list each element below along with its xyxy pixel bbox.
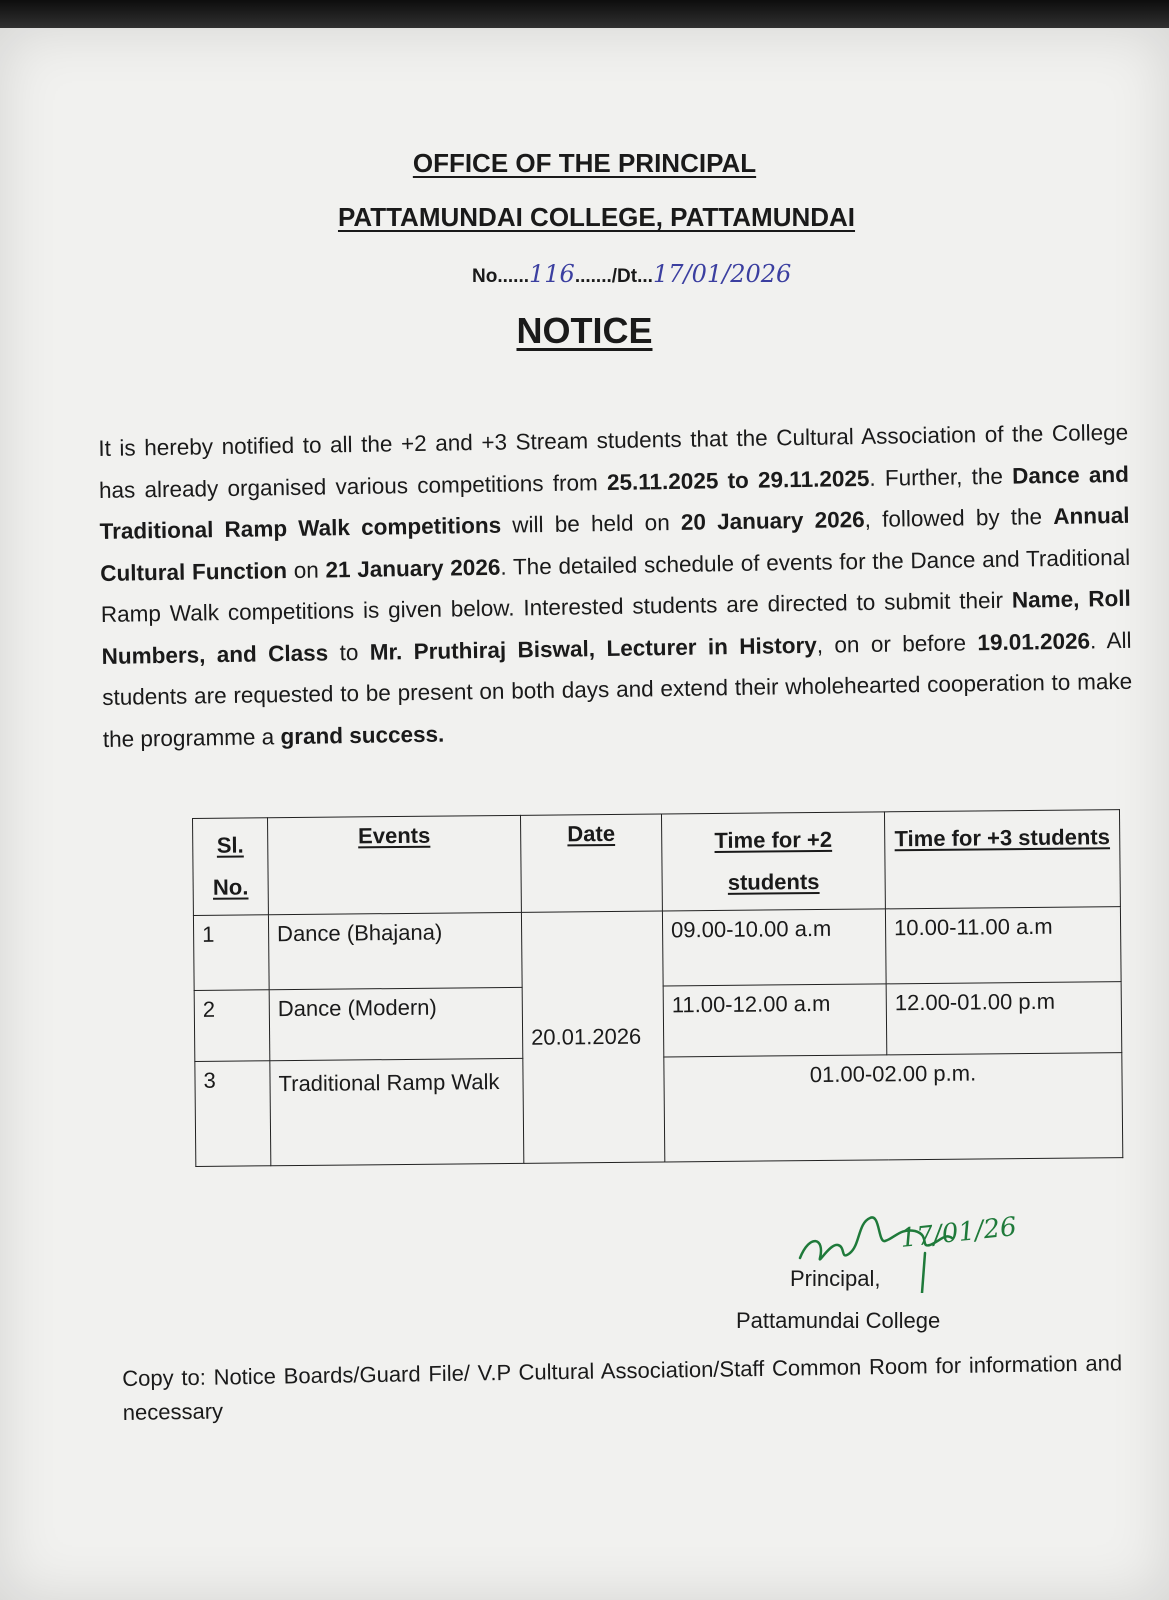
- body-bold-5: 21 January 2026: [325, 554, 501, 582]
- notice-title: NOTICE: [516, 310, 653, 351]
- body-text-3: will be held on: [500, 509, 682, 538]
- signature-date: 17/01/26: [898, 1211, 1019, 1255]
- header-date: Date: [520, 814, 662, 912]
- body-text-9: . All students are requested to be present on both days and extend their wholehearted cooperation to make the programme a: [102, 627, 1133, 752]
- row-2-event: Dance (Modern): [269, 987, 523, 1060]
- body-text-8: , on or before: [816, 629, 978, 658]
- dt-label: ......./Dt...: [574, 266, 653, 287]
- body-text-5: on: [286, 556, 326, 583]
- body-text-4: , followed by the: [864, 504, 1054, 532]
- copy-to: Copy to: Notice Boards/Guard File/ V.P Cultural Association/Staff Common Room for information and necessary: [122, 1350, 1123, 1425]
- college-heading: PATTAMUNDAI COLLEGE, PATTAMUNDAI: [337, 202, 856, 232]
- body-text-2: . Further, the: [869, 463, 1013, 491]
- reference-line: [472, 260, 791, 288]
- dt-value: 17/01/2026: [652, 260, 792, 288]
- body-bold-3: 20 January 2026: [680, 506, 865, 535]
- table-header-row: [193, 810, 1121, 916]
- row-2-time-plus3: 12.00-01.00 p.m: [886, 982, 1122, 1055]
- body-bold-8: 19.01.2026: [977, 627, 1091, 655]
- header-time-plus2: Time for +2 students: [661, 812, 885, 911]
- body-bold-2: Dance and Traditional Ramp Walk competitions: [99, 461, 1130, 544]
- no-label: No......: [472, 266, 529, 287]
- row-1-sl: 1: [193, 915, 269, 991]
- row-2-sl: 2: [194, 990, 270, 1062]
- header-sl-no: Sl. No.: [193, 818, 269, 916]
- body-bold-7: Mr. Pruthiraj Biswal, Lecturer in History: [369, 632, 817, 665]
- notice-paper: [0, 28, 1169, 1600]
- photo-top-edge: [0, 0, 1169, 30]
- principal-college: Pattamundai College: [736, 1308, 941, 1333]
- row-3-sl: 3: [195, 1061, 271, 1167]
- office-heading: OFFICE OF THE PRINCIPAL: [412, 148, 757, 178]
- body-text-7: to: [327, 639, 370, 665]
- header-events: Events: [268, 815, 522, 914]
- body-bold-4: Annual Cultural Function: [100, 502, 1130, 586]
- no-value: 116: [529, 260, 575, 288]
- schedule-table-wrap: [192, 809, 1123, 1167]
- row-2-time-plus2: 11.00-12.00 a.m: [663, 984, 887, 1057]
- notice-body: [98, 412, 1133, 760]
- schedule-table: [192, 809, 1123, 1167]
- row-3-event: Traditional Ramp Walk: [270, 1058, 524, 1165]
- body-bold-1: 25.11.2025 to 29.11.2025: [606, 465, 870, 495]
- header-time-plus3: Time for +3 students: [884, 810, 1120, 909]
- body-text-1: It is hereby notified to all the +2 and +3 Stream students that the Cultural Association of the College has already organised various competitions from: [98, 419, 1129, 503]
- row-1-time-plus2: 09.00-10.00 a.m: [662, 909, 886, 986]
- table-row: [193, 907, 1121, 991]
- body-bold-9: grand success.: [280, 721, 445, 749]
- body-text-6: . The detailed schedule of events for the Dance and Traditional Ramp Walk competitions is given below. Interested students are directed to submit their: [100, 544, 1131, 627]
- row-1-event: Dance (Bhajana): [268, 912, 522, 989]
- row-1-time-plus3: 10.00-11.00 a.m: [885, 907, 1121, 984]
- principal-title: Principal,: [790, 1266, 881, 1291]
- body-bold-6: Name, Roll Numbers, and Class: [101, 585, 1131, 669]
- event-date: 20.01.2026: [521, 911, 664, 1163]
- row-3-time-combined: 01.00-02.00 p.m.: [664, 1053, 1123, 1162]
